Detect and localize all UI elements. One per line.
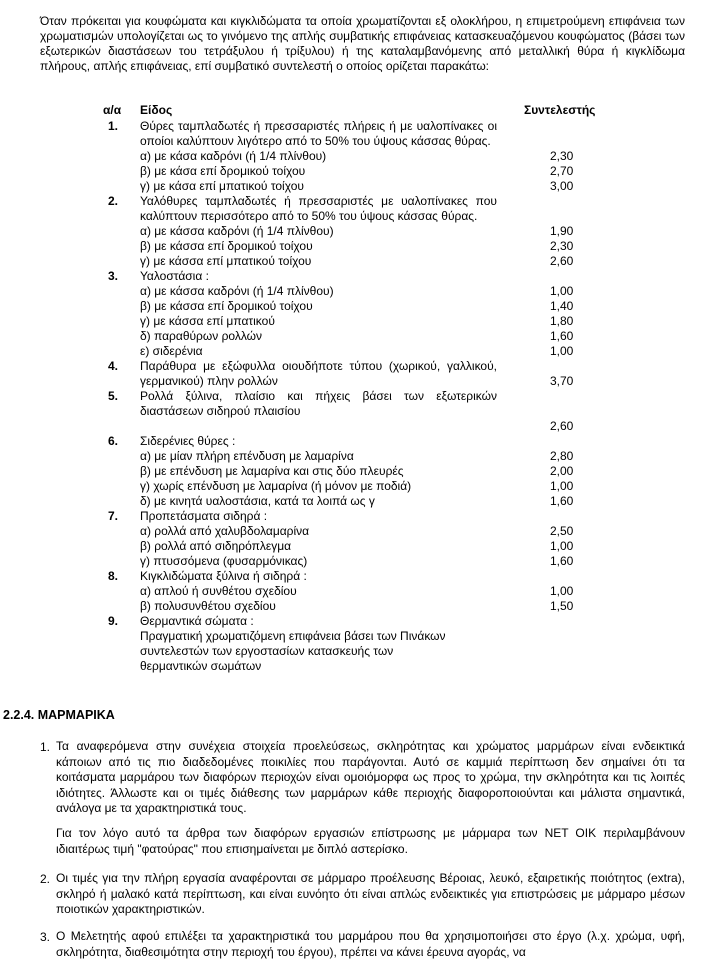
coefficient-value: 2,60 bbox=[550, 419, 574, 433]
paragraph-number: 2. bbox=[40, 872, 51, 886]
item-line: γ) με κάσα επί μπατικού τοίχου 3,00 bbox=[140, 179, 574, 193]
table-item bbox=[0, 269, 718, 359]
coefficient-value: 3,00 bbox=[550, 179, 574, 193]
item-line: β) με κάσσα επί δρομικού τοίχου 2,30 bbox=[140, 239, 574, 253]
header-aa: α/α bbox=[103, 103, 122, 117]
table-item bbox=[0, 614, 718, 674]
item-number: 4. bbox=[108, 359, 119, 373]
item-number: 5. bbox=[108, 389, 119, 403]
item-description: Υαλόθυρες ταμπλαδωτές ή πρεσσαριστές με υαλοπίνακες που καλύπτουν περισσότερο από το 50% του ύψους κάσσας θύρας. bbox=[140, 194, 497, 223]
coefficient-value: 2,30 bbox=[550, 239, 574, 253]
item-number: 3. bbox=[108, 269, 119, 283]
table-item bbox=[0, 194, 718, 269]
item-line: θερμαντικών σωμάτων bbox=[140, 659, 262, 673]
item-line: α) με μίαν πλήρη επένδυση με λαμαρίνα 2,80 bbox=[140, 449, 574, 463]
coefficient-value: 1,00 bbox=[550, 284, 574, 298]
table-header bbox=[0, 103, 718, 119]
coefficient-value: 2,30 bbox=[550, 149, 574, 163]
coefficient-value: 1,80 bbox=[550, 314, 574, 328]
table-item bbox=[0, 389, 718, 434]
item-line: β) με κάσα επί δρομικού τοίχου 2,70 bbox=[140, 164, 574, 178]
coefficient-value: 1,40 bbox=[550, 299, 574, 313]
item-line: α) με κάσσα καδρόνι (ή 1/4 πλίνθου) 1,00 bbox=[140, 284, 574, 298]
coefficient-value: 2,70 bbox=[550, 164, 574, 178]
header-eidos: Είδος bbox=[140, 103, 173, 117]
item-line: β) με κάσσα επί δρομικού τοίχου 1,40 bbox=[140, 299, 574, 313]
paragraph-number: 1. bbox=[40, 740, 51, 754]
table-item bbox=[0, 509, 718, 569]
item-number: 6. bbox=[108, 434, 119, 448]
coefficient-value: 2,50 bbox=[550, 524, 574, 538]
coefficient-value: 3,70 bbox=[550, 374, 574, 388]
section-paragraph: Οι τιμές για την πλήρη εργασία αναφέρονται σε μάρμαρο προέλευσης Βέροιας, λευκό, εξαιρετικής ποιότητος (extra), σκληρό ή μαλακό κατά περίπτωση, και είναι ευνόητο ότι είναι απλώς ενδεικτικές για επιστρώσεις με μάρμαρο μέσων ποιοτικών χαρακτηριστικών. bbox=[56, 871, 685, 916]
section-paragraph: Για τον λόγο αυτό τα άρθρα των διαφόρων εργασιών επίστρωσης με μάρμαρα των ΝΕΤ ΟΙΚ περιλαμβάνουν ιδιαιτέρως τιμή "φατούρας" που επισημαίνεται με διπλό αστερίσκο. bbox=[56, 826, 685, 856]
item-line: γ) με κάσσα επί μπατικού 1,80 bbox=[140, 314, 574, 328]
item-line: δ) με κινητά υαλοστάσια, κατά τα λοιπά ως γ 1,60 bbox=[140, 494, 574, 508]
item-line: β) με επένδυση με λαμαρίνα και στις δύο πλευρές 2,00 bbox=[140, 464, 574, 478]
coefficient-value: 1,00 bbox=[550, 584, 574, 598]
item-line: α) με κάσσα καδρόνι (ή 1/4 πλίνθου) 1,90 bbox=[140, 224, 574, 238]
item-number: 8. bbox=[108, 569, 119, 583]
section-title: 2.2.4. ΜΑΡΜΑΡΙΚΑ bbox=[3, 708, 115, 722]
coefficient-value: 2,00 bbox=[550, 464, 574, 478]
item-line: α) ρολλά από χαλυβδολαμαρίνα 2,50 bbox=[140, 524, 574, 538]
item-number: 2. bbox=[108, 194, 119, 208]
item-description: Προπετάσματα σιδηρά : bbox=[140, 509, 268, 523]
item-description: Θερμαντικά σώματα : bbox=[140, 614, 254, 628]
intro-paragraph: Όταν πρόκειται για κουφώματα και κιγκλιδώματα τα οποία χρωματίζονται εξ ολοκλήρου, η επιμετρούμενη επιφάνεια των χρωματισμών υπολογίζεται ως το γινόμενο της απλής συμβατικής επιφάνειας κατασκευαζόμενου κουφώματος (βάσει των εξωτερικών διαστάσεων του τετράξυλου ή τρίξυλου) ή της καταλαμβανόμενης από μεταλλική θύρα ή κιγκλίδωμα πλήρους, απλής επιφάνειας, επί συμβατικό συντελεστή ο οποίος ορίζεται παρακάτω: bbox=[40, 14, 685, 73]
item-line: γ) χωρίς επένδυση με λαμαρίνα (ή μόνον με ποδιά) 1,00 bbox=[140, 479, 574, 493]
item-line: Πραγματική χρωματιζόμενη επιφάνεια βάσει των Πινάκων bbox=[140, 629, 446, 643]
item-line: ε) σιδερένια 1,00 bbox=[140, 344, 574, 358]
coefficient-value: 1,60 bbox=[550, 329, 574, 343]
coefficient-value: 1,60 bbox=[550, 494, 574, 508]
item-description: Σιδερένιες θύρες : bbox=[140, 434, 236, 448]
item-description: Υαλοστάσια : bbox=[140, 269, 209, 283]
item-number: 9. bbox=[108, 614, 119, 628]
item-line: β) πολυσυνθέτου σχεδίου 1,50 bbox=[140, 599, 574, 613]
item-description: Θύρες ταμπλαδωτές ή πρεσσαριστές πλήρεις ή με υαλοπίνακες οι οποίοι καλύπτουν λιγότερο από το 50% του ύψους κάσσας θύρας. bbox=[140, 119, 497, 148]
item-description: Παράθυρα με εξώφυλλα οιουδήποτε τύπου (χωρικού, γαλλικού, γερμανικού) πλην ρολλών bbox=[140, 359, 497, 388]
table-item bbox=[0, 569, 718, 614]
paragraph-number: 3. bbox=[40, 930, 51, 944]
item-number: 1. bbox=[108, 119, 119, 133]
coefficient-value: 1,00 bbox=[550, 539, 574, 553]
section-paragraph: Τα αναφερόμενα στην συνέχεια στοιχεία προελεύσεως, σκληρότητας και χρώματος μαρμάρων είναι ενδεικτικά κάποιων από τις πιο διαδεδομένες ποικιλίες που παράγονται. Αυτό σε καμμιά περίπτωση δεν σημαίνει ότι τα κοιτάσματα μαρμάρου των διαφόρων περιοχών είναι ομοιόμορφα ως προς το χρώμα, την σκληρότητα και τις λοιπές ιδιότητες. Άλλωστε και οι τιμές διάθεσης των μαρμάρων κάθε περιοχής διαφοροποιούνται και μάλιστα σημαντικά, ανάλογα με τα χαρακτηριστικά τους. bbox=[56, 739, 685, 815]
table-item bbox=[0, 434, 718, 509]
item-line: α) απλού ή συνθέτου σχεδίου 1,00 bbox=[140, 584, 574, 598]
coefficient-table bbox=[0, 119, 718, 674]
coefficient-value: 2,80 bbox=[550, 449, 574, 463]
item-line: συντελεστών των εργοστασίων κατασκευής των bbox=[140, 644, 394, 658]
section-paragraph: Ο Μελετητής αφού επιλέξει τα χαρακτηριστικά του μαρμάρου που θα χρησιμοποιήσει στο έργο (λ.χ. χρώμα, υφή, σκληρότητα, διαθεσιμότητα στην περιοχή του έργου), πρέπει να κάνει έρευνα αγοράς, να bbox=[56, 929, 685, 959]
coefficient-value: 1,00 bbox=[550, 479, 574, 493]
table-item bbox=[0, 359, 718, 389]
coefficient-value: 1,00 bbox=[550, 344, 574, 358]
item-line: δ) παραθύρων ρολλών 1,60 bbox=[140, 329, 574, 343]
coefficient-value: 1,90 bbox=[550, 224, 574, 238]
table-item bbox=[0, 119, 718, 194]
item-line: β) ρολλά από σιδηρόπλεγμα 1,00 bbox=[140, 539, 574, 553]
coefficient-value: 1,60 bbox=[550, 554, 574, 568]
item-description: Ρολλά ξύλινα, πλαίσιο και πήχεις βάσει των εξωτερικών διαστάσεων σιδηρού πλαισίου bbox=[140, 389, 497, 418]
coefficient-value: 1,50 bbox=[550, 599, 574, 613]
item-line: α) με κάσα καδρόνι (ή 1/4 πλίνθου) 2,30 bbox=[140, 149, 574, 163]
coefficient-value: 2,60 bbox=[550, 254, 574, 268]
header-syntelestis: Συντελεστής bbox=[524, 103, 596, 117]
item-line: γ) πτυσσόμενα (φυσαρμόνικας) 1,60 bbox=[140, 554, 574, 568]
item-description: Κιγκλιδώματα ξύλινα ή σιδηρά : bbox=[140, 569, 307, 583]
item-line: γ) με κάσσα επί μπατικού τοίχου 2,60 bbox=[140, 254, 574, 268]
item-number: 7. bbox=[108, 509, 119, 523]
